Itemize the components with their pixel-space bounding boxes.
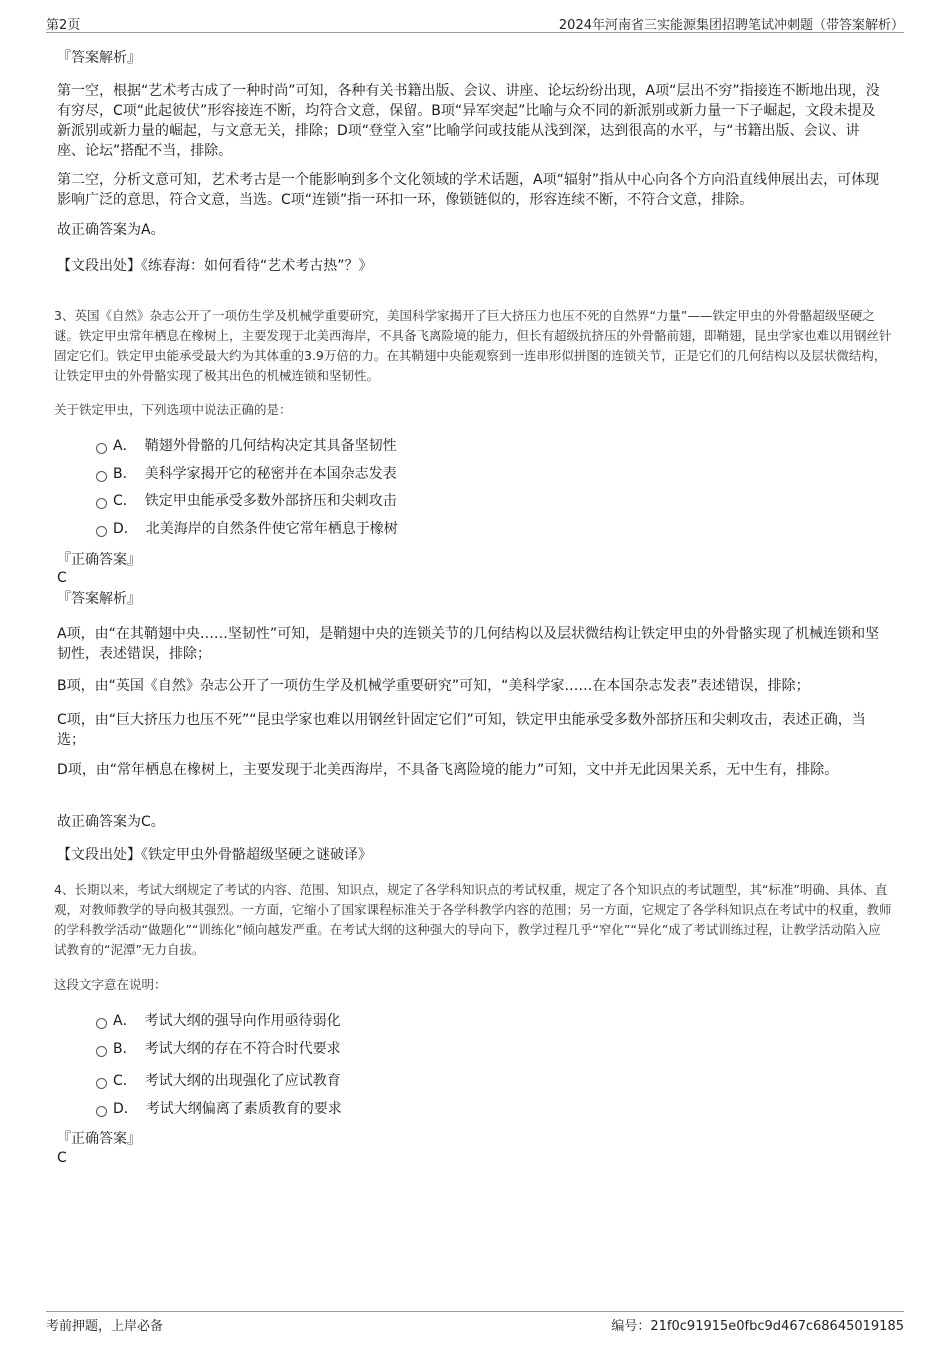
- radio-icon[interactable]: [96, 471, 107, 482]
- document-title: 2024年河南省三实能源集团招聘笔试冲刺题（带答案解析）: [558, 18, 904, 33]
- option-text: 铁定甲虫能承受多数外部挤压和尖刺攻击: [144, 493, 397, 509]
- page-number: 第2页: [46, 18, 81, 33]
- option-letter: D．: [113, 521, 138, 537]
- radio-icon[interactable]: [96, 1018, 107, 1029]
- radio-icon[interactable]: [96, 498, 107, 509]
- q3-analysis-c: C项，由“巨大挤压力也压不死”“昆虫学家也难以用钢丝针固定它们”可知，铁定甲虫能承受多数外部挤压和尖刺攻击，表述正确，当选；: [57, 712, 866, 748]
- footer-code-value: 21f0c91915e0fbc9d467c68645019185: [650, 1319, 904, 1334]
- q3-prompt: 关于铁定甲虫，下列选项中说法正确的是：: [54, 402, 292, 417]
- option-text: 考试大纲偏离了素质教育的要求: [145, 1101, 342, 1117]
- option-text: 北美海岸的自然条件使它常年栖息于橡树: [145, 521, 398, 537]
- prev-conclusion: 故正确答案为A。: [57, 222, 165, 238]
- option-letter: C．: [113, 493, 137, 509]
- option-letter: C．: [113, 1073, 137, 1089]
- q3-option-c[interactable]: [96, 491, 397, 511]
- radio-icon[interactable]: [96, 1106, 107, 1117]
- option-text: 美科学家揭开它的秘密并在本国杂志发表: [144, 466, 397, 482]
- option-text: 鞘翅外骨骼的几何结构决定其具备坚韧性: [144, 438, 397, 454]
- footer-slogan: 考前押题，上岸必备: [46, 1319, 164, 1334]
- option-letter: B．: [113, 1041, 137, 1057]
- radio-icon[interactable]: [96, 1046, 107, 1057]
- option-letter: A．: [113, 438, 137, 454]
- q3-answer-title: 『正确答案』: [57, 552, 141, 568]
- q4-option-a[interactable]: [96, 1011, 341, 1031]
- q4-answer-title: 『正确答案』: [57, 1131, 141, 1147]
- q3-analysis-b: B项，由“英国《自然》杂志公开了一项仿生学及机械学重要研究”可知，“美科学家……在本国杂志发表”表述错误，排除；: [57, 678, 810, 694]
- option-letter: A．: [113, 1013, 137, 1029]
- q4-option-b[interactable]: [96, 1039, 341, 1059]
- footer-code: [611, 1315, 904, 1334]
- q3-option-a[interactable]: [96, 436, 397, 456]
- q3-analysis-d: D项，由“常年栖息在橡树上，主要发现于北美西海岸，不具备飞离险境的能力”可知，文中并无此因果关系，无中生有，排除。: [57, 762, 839, 778]
- q3-option-b[interactable]: [96, 464, 397, 484]
- q3-analysis-a: A项，由“在其鞘翅中央……坚韧性”可知，是鞘翅中央的连锁关节的几何结构以及层状微结构让铁定甲虫的外骨骼实现了机械连锁和坚韧性，表述错误，排除；: [57, 626, 880, 662]
- q3-analysis-title: 『答案解析』: [57, 591, 141, 607]
- q4-option-c[interactable]: [96, 1071, 341, 1091]
- prev-analysis-title: 『答案解析』: [57, 50, 141, 66]
- q3-stem: 3、英国《自然》杂志公开了一项仿生学及机械学重要研究，美国科学家揭开了巨大挤压力也压不死的自然界“力量”——铁定甲虫的外骨骼超级坚硬之谜。铁定甲虫常年栖息在橡树上，主要发现于北美西海岸，不具备飞离险境的能力，但长有超级抗挤压的外骨骼前翅，即鞘翅，昆虫学家也难以用钢丝针固定它们。铁定甲虫能承受最大约为其体重的3.9万倍的力。在其鞘翅中央能观察到一连串形似拼图的连锁关节，正是它们的几何结构以及层状微结构，让铁定甲虫的外骨骼实现了极其出色的机械连锁和坚韧性。: [54, 308, 892, 383]
- q3-option-d[interactable]: [96, 519, 398, 539]
- q4-answer: C: [57, 1150, 67, 1166]
- prev-analysis-p2: 第二空，分析文意可知，艺术考古是一个能影响到多个文化领域的学术话题，A项“辐射”指从中心向各个方向沿直线伸展出去，可体现影响广泛的意思，符合文意，当选。C项“连锁”指一环扣一环，像锁链似的，形容连续不断，不符合文意，排除。: [57, 172, 880, 208]
- prev-analysis-p1: 第一空，根据“艺术考古成了一种时尚”可知，各种有关书籍出版、会议、讲座、论坛纷纷出现，A项“层出不穷”指接连不断地出现，没有穷尽，C项“此起彼伏”形容接连不断，均符合文意，保留。B项“异军突起”比喻与众不同的新派别或新力量一下子崛起，文段未提及新派别或新力量的崛起，与文意无关，排除；D项“登堂入室”比喻学问或技能从浅到深，达到很高的水平，与“书籍出版、会议、讲座、论坛”搭配不当，排除。: [57, 83, 880, 159]
- q3-answer: C: [57, 570, 67, 586]
- option-letter: B．: [113, 466, 137, 482]
- radio-icon[interactable]: [96, 1078, 107, 1089]
- q4-stem: 4、长期以来，考试大纲规定了考试的内容、范围、知识点，规定了各学科知识点的考试权重，规定了各个知识点的考试题型，其“标准”明确、具体、直观，对教师教学的导向极其强烈。一方面，它缩小了国家课程标准关于各学科教学内容的范围；另一方面，它规定了各学科知识点在考试中的权重，教师的学科教学活动“做题化”“训练化”倾向越发严重。在考试大纲的这种强大的导向下，教学过程几乎“窄化”“异化”成了考试训练过程，让教学活动陷入应试教育的“泥潭”无力自拔。: [54, 882, 892, 957]
- page-footer: [46, 1311, 904, 1334]
- prev-source: 【文段出处】《练春海：如何看待“艺术考古热”？》: [57, 258, 373, 274]
- radio-icon[interactable]: [96, 526, 107, 537]
- q3-source: 【文段出处】《铁定甲虫外骨骼超级坚硬之谜破译》: [57, 847, 372, 863]
- q4-prompt: 这段文字意在说明：: [54, 977, 167, 992]
- radio-icon[interactable]: [96, 443, 107, 454]
- option-text: 考试大纲的存在不符合时代要求: [144, 1041, 341, 1057]
- option-text: 考试大纲的强导向作用亟待弱化: [144, 1013, 341, 1029]
- q4-option-d[interactable]: [96, 1099, 342, 1119]
- option-text: 考试大纲的出现强化了应试教育: [144, 1073, 341, 1089]
- page-header: [46, 12, 904, 33]
- option-letter: D．: [113, 1101, 138, 1117]
- footer-code-label: 编号：: [611, 1319, 651, 1334]
- q3-conclusion: 故正确答案为C。: [57, 814, 165, 830]
